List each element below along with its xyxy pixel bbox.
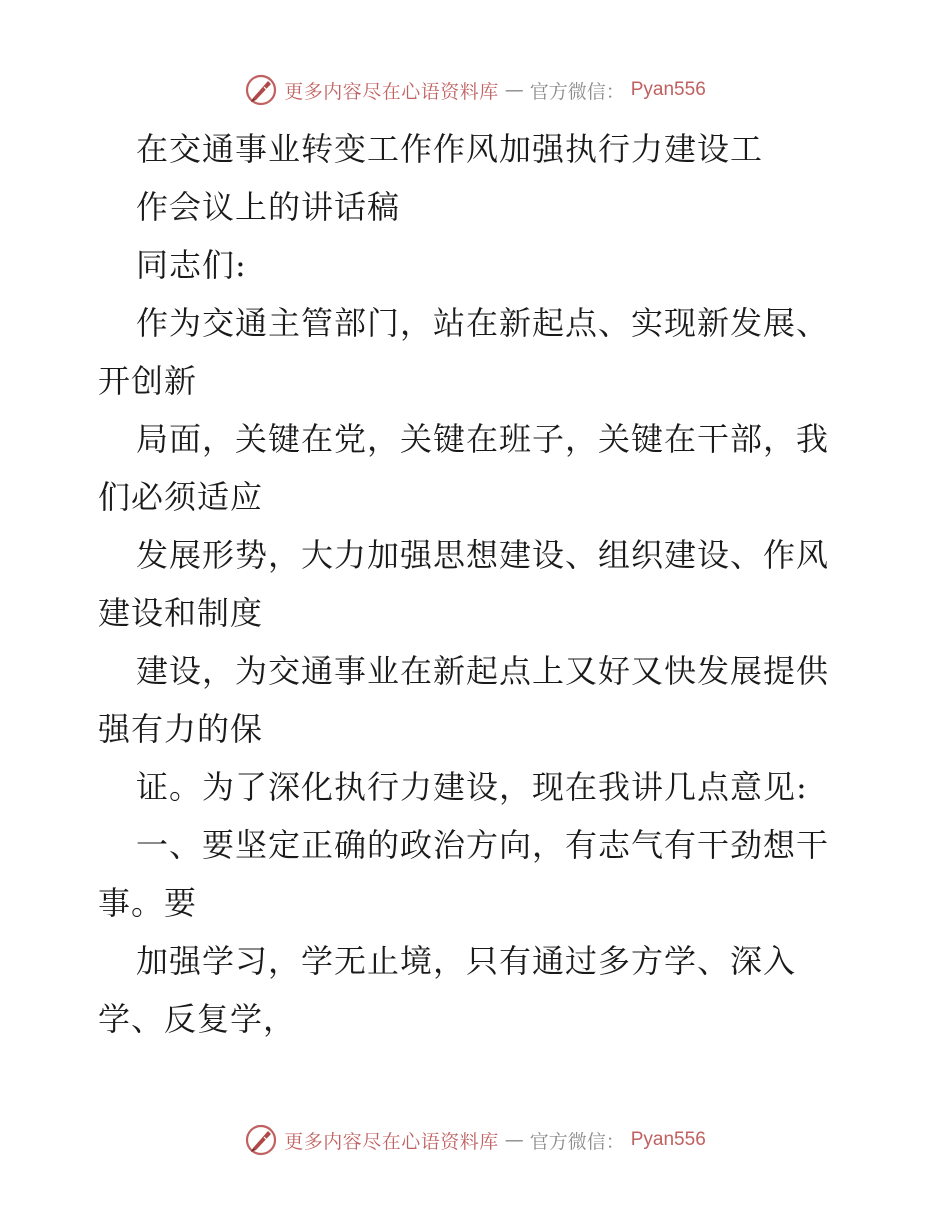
watermark-wechat-id: Pyan556 — [630, 79, 706, 100]
document-line: 作会议上的讲话稿 — [136, 188, 401, 226]
footer-watermark — [0, 1122, 950, 1158]
document-line: 建设和制度 — [98, 594, 264, 632]
document-line: 强有力的保 — [98, 710, 264, 748]
header-watermark — [0, 72, 950, 108]
watermark-wechat-label: 官方微信： — [529, 1130, 625, 1153]
watermark-site-text: 更多内容尽在心语资料库 — [284, 1130, 499, 1153]
document-line: 作为交通主管部门，站在新起点、实现新发展、 — [136, 304, 830, 342]
document-line: 证。为了深化执行力建设，现在我讲几点意见: — [136, 768, 808, 806]
document-body — [98, 120, 858, 1048]
document-line: 在交通事业转变工作作风加强执行力建设工 — [136, 130, 764, 168]
quill-pen-logo-icon — [244, 1123, 278, 1157]
document-line: 发展形势，大力加强思想建设、组织建设、作风 — [136, 536, 830, 574]
document-line: 局面，关键在党，关键在班子，关键在干部，我 — [136, 420, 830, 458]
watermark-site-text: 更多内容尽在心语资料库 — [284, 80, 499, 103]
document-line: 开创新 — [98, 362, 198, 400]
document-line: 建设，为交通事业在新起点上又好又快发展提供 — [136, 652, 830, 690]
watermark-wechat-id: Pyan556 — [630, 1129, 706, 1150]
document-line: 同志们: — [136, 246, 247, 284]
watermark-wechat-label: 官方微信： — [529, 80, 625, 103]
watermark-dash: — — [504, 79, 524, 101]
quill-pen-logo-icon — [244, 73, 278, 107]
watermark-dash: — — [504, 1129, 524, 1151]
document-line: 学、反复学， — [98, 1000, 297, 1038]
document-line: 事。要 — [98, 884, 198, 922]
document-line: 一、要坚定正确的政治方向，有志气有干劲想干 — [136, 826, 830, 864]
document-line: 加强学习，学无止境，只有通过多方学、深入 — [136, 942, 797, 980]
document-line: 们必须适应 — [98, 478, 264, 516]
